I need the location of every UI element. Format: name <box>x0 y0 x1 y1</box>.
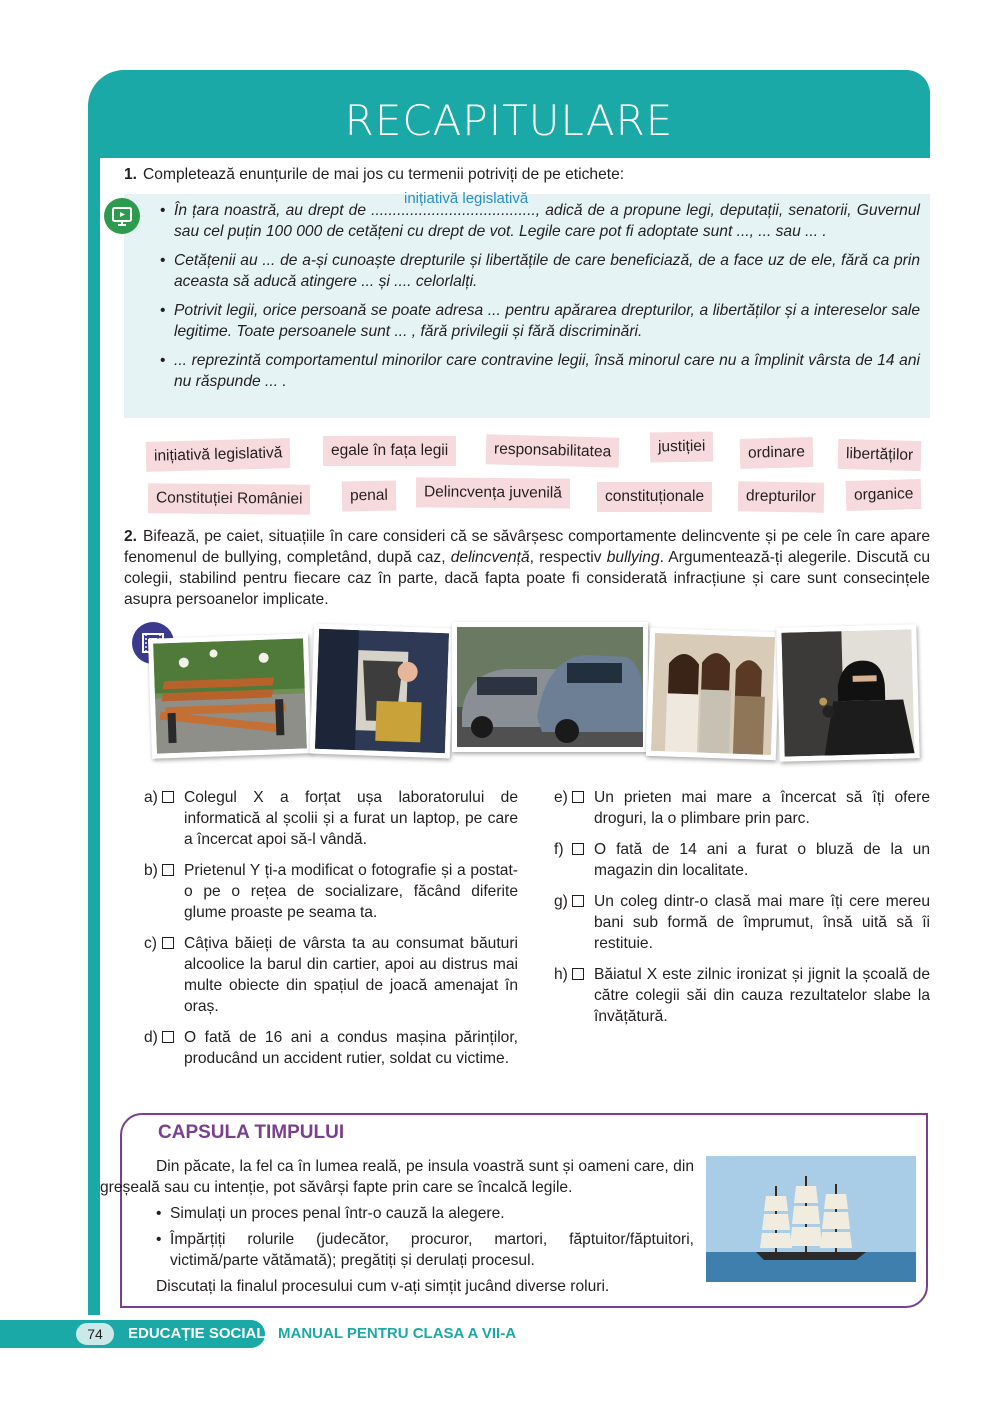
item-label: d) <box>144 1029 158 1046</box>
checkbox[interactable] <box>572 968 584 980</box>
item-label: c) <box>144 935 157 952</box>
filled-example: inițiativă legislativă <box>404 190 529 207</box>
fill-in-bullets <box>160 200 920 400</box>
item-text: O fată de 16 ani a condus mașina părinților, producând un accident rutier, soldat cu victime. <box>184 1029 518 1067</box>
question-2 <box>124 526 930 610</box>
checkbox[interactable] <box>162 937 174 949</box>
manual-label: MANUAL PENTRU CLASA A VII-A <box>278 1325 517 1342</box>
term-bullying: bullying <box>606 549 660 566</box>
capsule-title: CAPSULA TIMPULUI <box>158 1122 345 1143</box>
situations-left <box>144 787 518 1079</box>
tag: inițiativă legislativă <box>146 438 291 472</box>
question-1 <box>124 164 914 185</box>
item-text: Un prieten mai mare a încercat să îți ofere droguri, la o plimbare prin parc. <box>594 789 930 827</box>
bullet-item: • Potrivit legii, orice persoană se poate adresa ... pentru apărarea drepturilor, a libertăților și a intereselor sale legitime. Toate persoanele sunt ... , fără privilegii și fără discriminări. <box>160 300 920 342</box>
capsule-outro: Discutați la finalul procesului cum v-ați simțit jucând diverse roluri. <box>156 1278 610 1295</box>
item-text: O fată de 14 ani a furat o bluză de la un magazin din localitate. <box>594 841 930 879</box>
tag: organice <box>846 479 922 511</box>
item-text: Câțiva băieți de vârsta ta au consumat băuturi alcoolice la barul din cartier, apoi au distrus mai multe obiecte din spațiul de joacă amenajat în oraș. <box>184 935 518 1015</box>
photo-bench <box>148 633 312 759</box>
question-text-part: Bifează, pe caiet, situațiile în care consideri că se săvârșesc comportamente delincvente și pe cele în care apare fenomenul de bullying, completând, după caz, <box>124 528 930 566</box>
photo-shoplifting <box>310 624 454 759</box>
checkbox[interactable] <box>572 791 584 803</box>
capsule-text <box>100 1156 694 1302</box>
checkbox[interactable] <box>162 864 174 876</box>
situation-item <box>144 1027 518 1069</box>
tag: justiției <box>650 431 714 462</box>
tag: libertăților <box>838 439 922 471</box>
capsule-bullet: • Simulați un proces penal într-o cauză la alegere. <box>156 1203 694 1224</box>
tag: Constituției României <box>148 483 311 514</box>
checkbox[interactable] <box>572 895 584 907</box>
item-label: b) <box>144 862 158 879</box>
tag: responsabilitatea <box>486 434 620 467</box>
situation-item <box>554 839 930 881</box>
page-title: RECAPITULARE <box>344 96 674 145</box>
tag: drepturilor <box>738 481 824 512</box>
item-label: g) <box>554 893 568 910</box>
question-number: 2. <box>124 528 138 545</box>
situation-item <box>144 860 518 923</box>
photo-girls-phone <box>646 628 780 760</box>
situation-item <box>554 787 930 829</box>
situations-right <box>554 787 930 1037</box>
item-text: Băiatul X este zilnic ironizat și jignit la școală de către colegii săi din cauza rezultatelor slabe la învățătură. <box>594 966 930 1025</box>
bullet-item: • Cetățenii au ... de a-și cunoaște drepturile și libertățile de care beneficiază, de a face uz de ele, fără ca prin aceasta să aducă atingere ... și .... celorlalți. <box>160 250 920 292</box>
photo-burglar <box>776 624 919 762</box>
photo-sailing-ship <box>706 1156 916 1282</box>
question-text-part: , respectiv <box>529 549 607 566</box>
situation-item <box>144 933 518 1017</box>
checkbox[interactable] <box>162 1031 174 1043</box>
checkbox[interactable] <box>162 791 174 803</box>
tag: Delincvența juvenilă <box>416 477 570 508</box>
question-text: Completează enunțurile de mai jos cu termenii potriviți de pe etichete: <box>143 166 625 183</box>
item-text: Colegul X a forțat ușa laboratorului de informatică al școlii și a furat un laptop, pe care a încercat apoi să-l vândă. <box>184 789 518 848</box>
tag: penal <box>342 481 396 512</box>
tag: constituționale <box>597 482 712 512</box>
item-text: Un coleg dintr-o clasă mai mare îți cere mereu bani sub formă de împrumut, însă uită să îi restituie. <box>594 893 930 952</box>
checkbox[interactable] <box>572 843 584 855</box>
subject-label: EDUCAȚIE SOCIALĂ <box>128 1325 277 1342</box>
capsule-intro: Din păcate, la fel ca în lumea reală, pe insula voastră sunt și oameni care, din greșeală sau cu intenție, pot săvârși fapte prin care se încalcă legile. <box>100 1158 694 1196</box>
situation-item <box>554 891 930 954</box>
tag: ordinare <box>740 437 814 469</box>
item-text: Prietenul Y ți-a modificat o fotografie și a postat-o pe o rețea de socializare, făcând diferite glume proaste pe seama ta. <box>184 862 518 921</box>
item-label: h) <box>554 966 568 983</box>
capsule-bullet: • Împărțiți rolurile (judecător, procuror, martori, făptuitor/făptuitori, victimă/parte vătămată); pregătiți și derulați procesul. <box>156 1229 694 1271</box>
page-number: 74 <box>76 1323 114 1345</box>
situation-item <box>144 787 518 850</box>
question-text-part: . Argumentează-ți alegerile. Discută cu colegii, stabilind pentru fiecare caz în parte, dacă fapta poate fi considerată infracțiune și care sunt consecințele asupra persoanelor implicate. <box>124 549 930 608</box>
situation-item <box>554 964 930 1027</box>
tag: egale în fața legii <box>323 436 456 466</box>
item-label: e) <box>554 789 568 806</box>
question-number: 1. <box>124 166 138 183</box>
item-label: a) <box>144 789 158 806</box>
bullet-item: • În țara noastră, au drept de ......................................, adică de a propune legi, deputații, senatorii, Guvernul sau cel puțin 100 000 de cetățeni cu drept de vot. Legile care pot fi adoptate sunt ..., ... sau ... . <box>160 200 920 242</box>
term-delincventa: delincvență <box>450 549 530 566</box>
presentation-icon <box>104 198 140 234</box>
bullet-item: • ... reprezintă comportamentul minorilor care contravine legii, însă minorul care nu a împlinit vârsta de 14 ani nu răspunde ... . <box>160 350 920 392</box>
item-label: f) <box>554 841 564 858</box>
photo-car-accident <box>452 622 648 752</box>
